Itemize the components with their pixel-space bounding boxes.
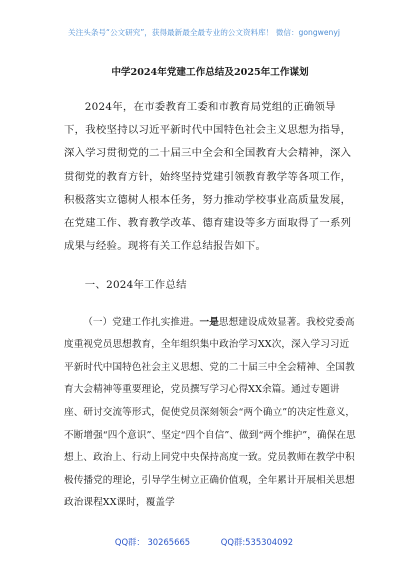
section-heading: 一、2024年工作总结 [84, 279, 187, 292]
party-building-paragraph [64, 312, 356, 515]
paragraph-bold-marker: 一是 [199, 316, 219, 328]
document-title: 中学2024年党建工作总结及2025年工作谋划 [111, 67, 309, 78]
qq-group-1: QQ群： 30265665 [114, 537, 191, 547]
document-body [64, 66, 356, 515]
footer-qq-groups [0, 536, 408, 548]
qq-group-2: QQ群:535304092 [220, 537, 294, 547]
header-banner: 关注头条号“公文研究”，获得最新最全最专业的公文资料库！ 微信：gongwenyj [68, 28, 340, 37]
paragraph-lead: （一）党建工作扎实推进。 [83, 316, 200, 328]
paragraph-text: 思想建设成效显著。我校党委高度重视党员思想教育，全年组织集中政治学习XX次，深入学习习近平新时代中国特色社会主义思想、党的二十届三中全会精神、全国教育大会精神等重要理论，党员撰写学习心得XX余篇。通过专题讲座、研讨交流等形式，促使党员深刻领会“两个确立”的决定性意义，不断增强“四个意识”、坚定“四个自信”、做到“两个维护”，确保在思想上、政治上、行动上同党中央保持高度一致。党员教师在教学中积极传播党的理论，引导学生树立正确价值观，全年累计开展相关思想政治课程XX课时，覆盖学 [64, 316, 356, 509]
intro-paragraph: 2024年，在市委教育工委和市教育局党组的正确领导下，我校坚持以习近平新时代中国特色社会主义思想为指导，深入学习贯彻党的二十届三中全会和全国教育大会精神，深入贯彻党的教育方针，始终坚持党建引领教育教学等各项工作，积极落实立德树人根本任务，努力推动学校事业高质量发展，在党建工作、教育教学改革、德育建设等多方面取得了一系列成果与经验。现将有关工作总结报告如下。 [64, 101, 352, 253]
